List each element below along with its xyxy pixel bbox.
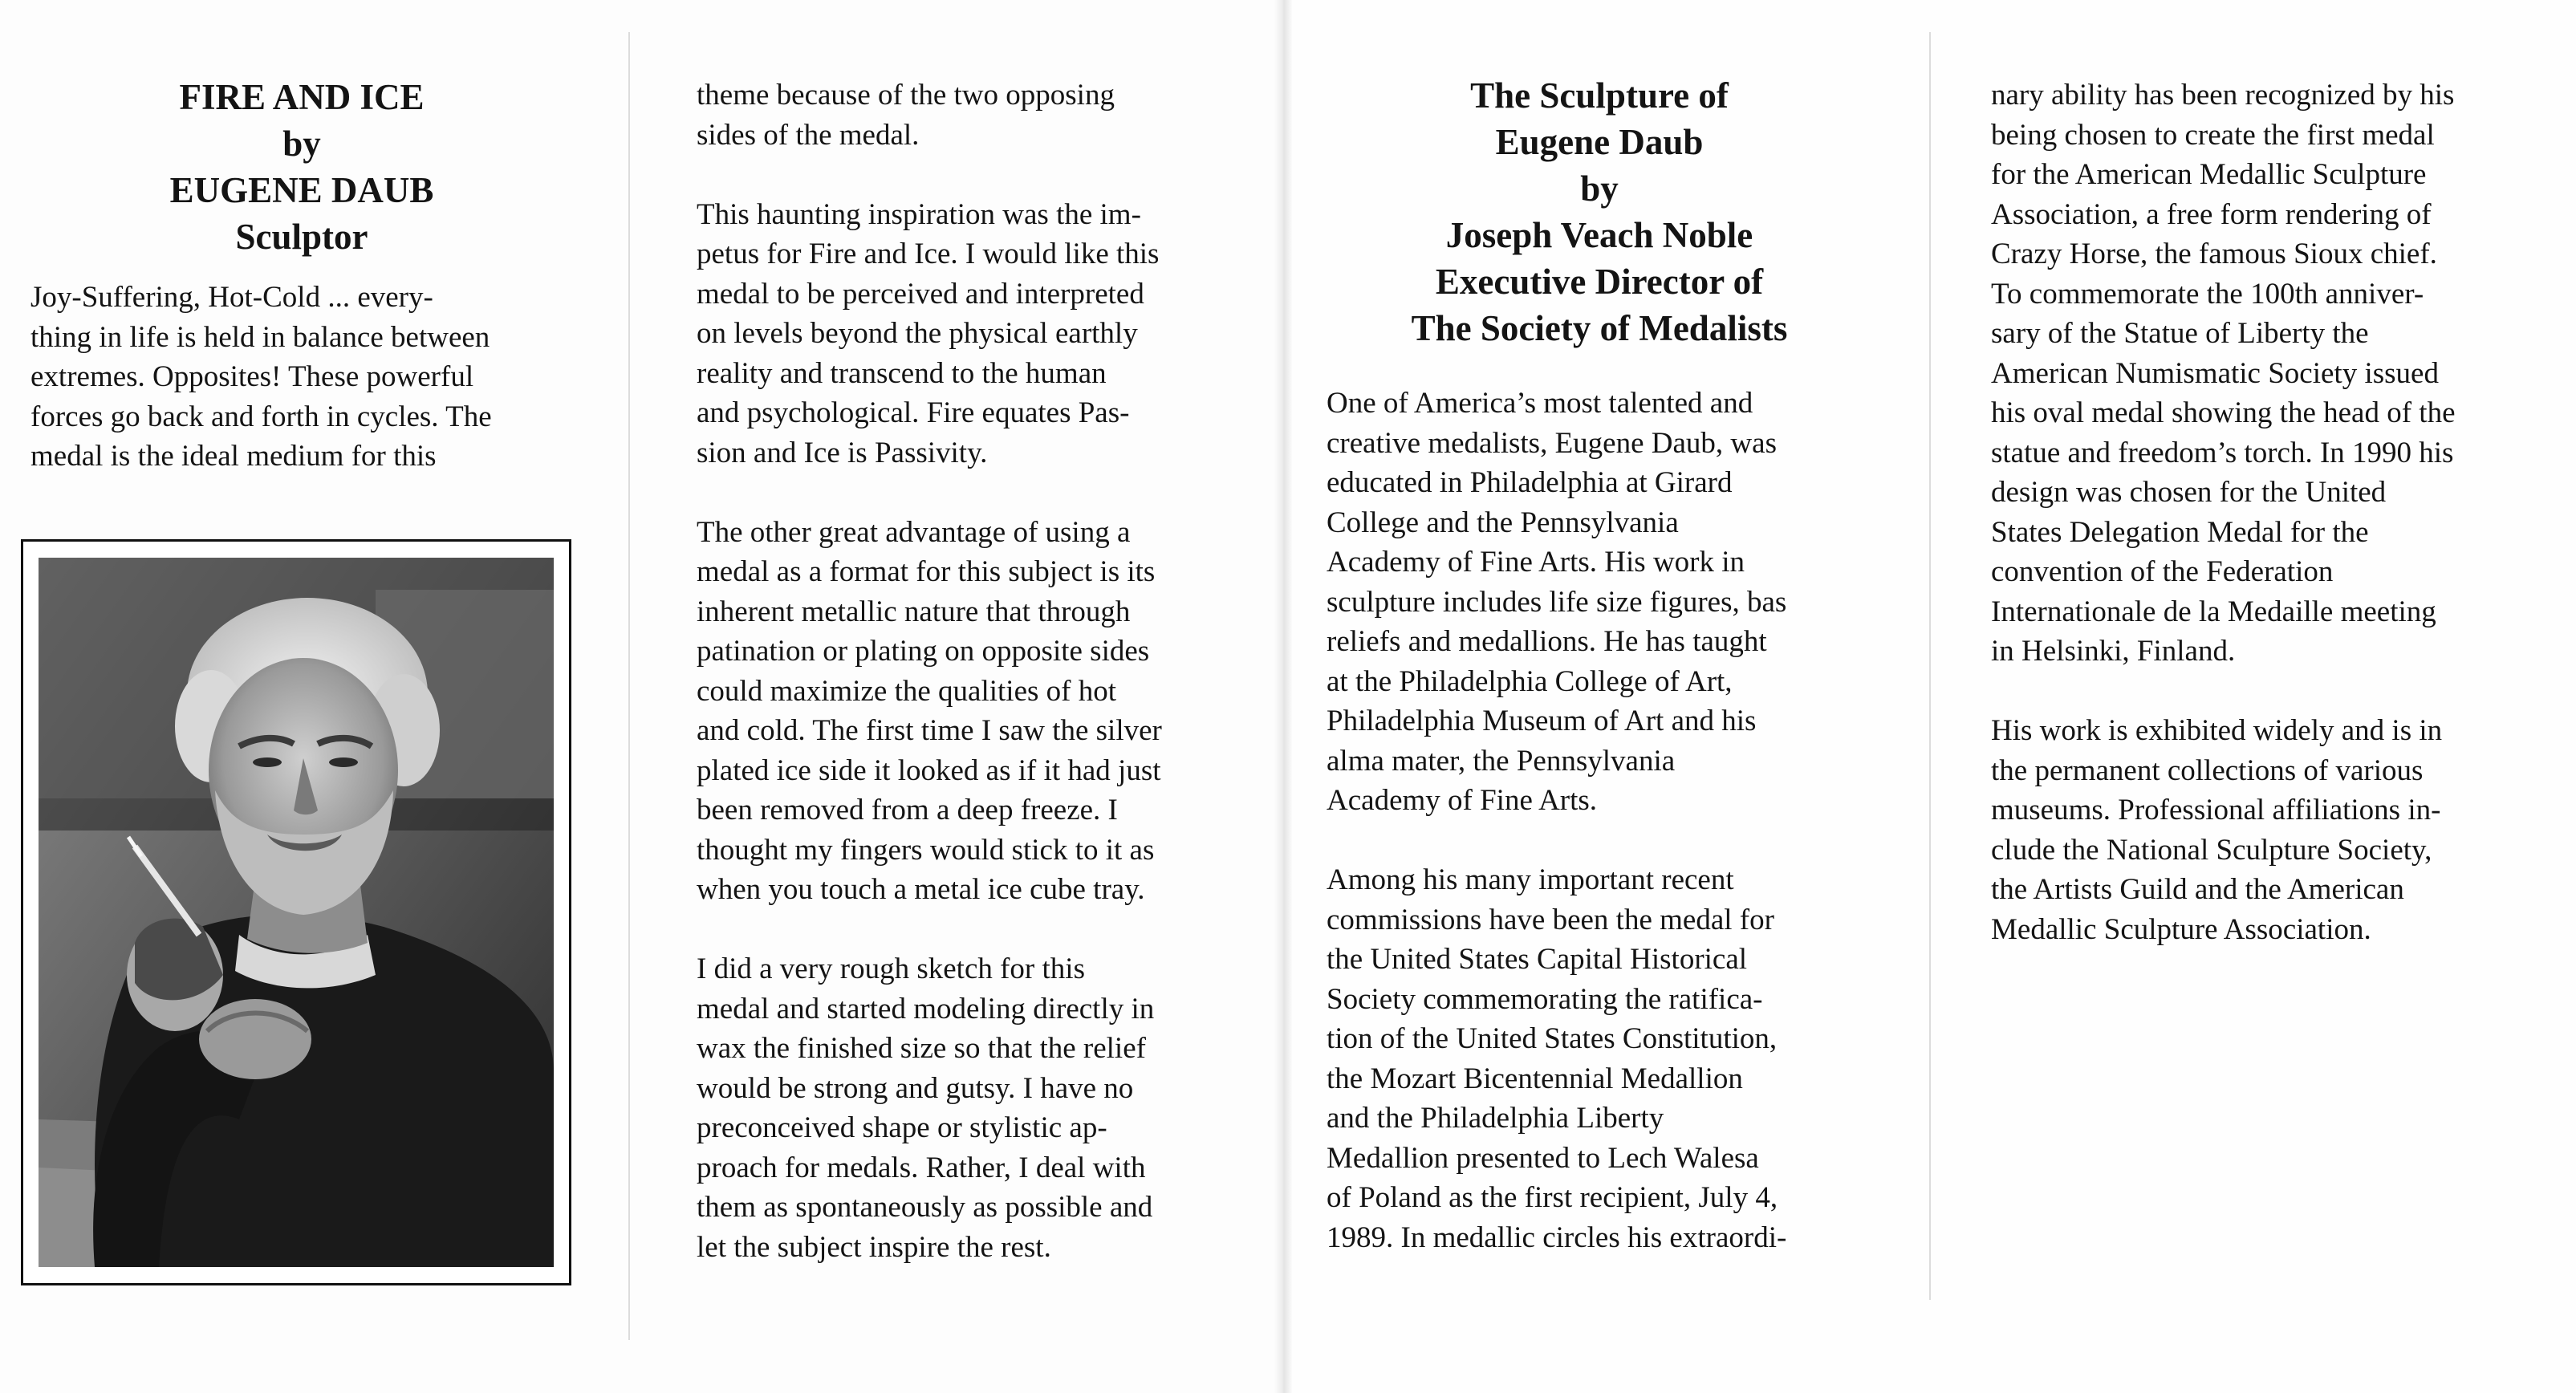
text-line: wax the finished size so that the relief (697, 1032, 1146, 1065)
text-line: and psychological. Fire equates Pas- (697, 396, 1130, 429)
text-line: Internationale de la Medaille meeting (1991, 595, 2436, 628)
text-line: been removed from a deep freeze. I (697, 794, 1118, 826)
paragraph (1327, 860, 1872, 1257)
fold-line (628, 32, 630, 1340)
sculptor-photo-illustration (39, 558, 554, 1267)
text-line: could maximize the qualities of hot (697, 674, 1117, 708)
title-line: The Society of Medalists (1411, 308, 1788, 348)
text-line: medal as a format for this subject is its (697, 555, 1156, 588)
paragraph-gap (697, 155, 1236, 195)
text-line: on levels beyond the physical earthly (697, 317, 1138, 350)
fire-and-ice-title (30, 74, 573, 260)
text-line: inherent metallic nature that through (697, 595, 1131, 628)
title-line: Joseph Veach Noble (1445, 215, 1753, 255)
text-line: To commemorate the 100th anniver- (1991, 277, 2424, 311)
paragraph-gap (1991, 672, 2532, 712)
text-line: tion of the United States Constitution, (1327, 1022, 1778, 1055)
text-line: sides of the medal. (697, 118, 920, 152)
text-line: medal to be perceived and interpreted (697, 277, 1144, 311)
show-through (2070, 1003, 2083, 1062)
text-line: them as spontaneously as possible and (697, 1191, 1153, 1224)
text-line: for the American Medallic Sculpture (1991, 158, 2427, 191)
text-line: petus for Fire and Ice. I would like this (697, 238, 1160, 270)
text-line: Academy of Fine Arts. His work in (1327, 546, 1745, 579)
text-line: design was chosen for the United (1991, 476, 2387, 509)
text-line: forces go back and forth in cycles. The (30, 400, 492, 433)
text-line: The other great advantage of using a (697, 515, 1131, 549)
text-line: Among his many important recent (1327, 863, 1734, 896)
text-line: plated ice side it looked as if it had just (697, 753, 1161, 787)
text-line: thought my fingers would stick to it as (697, 833, 1155, 867)
text-line: medal is the ideal medium for this (30, 440, 437, 473)
right-panel (1991, 75, 2532, 949)
text-line: preconceived shape or stylistic ap- (697, 1111, 1107, 1144)
text-line: medal and started modeling directly in (697, 992, 1155, 1025)
text-line: sion and Ice is Passivity. (697, 436, 988, 469)
text-line: sary of the Statue of Liberty the (1991, 317, 2369, 350)
text-line: let the subject inspire the rest. (697, 1230, 1051, 1264)
sculptor-photo (39, 558, 554, 1267)
paragraph-gap (697, 473, 1236, 513)
text-line: extremes. Opposites! These powerful (30, 360, 474, 393)
text-line: of Poland as the first recipient, July 4, (1327, 1181, 1778, 1214)
text-line: 1989. In medallic circles his extraordi- (1327, 1220, 1787, 1254)
text-line: patination or plating on opposite sides (697, 635, 1150, 668)
text-line: commissions have been the medal for (1327, 903, 1774, 936)
title-line: EUGENE DAUB (169, 170, 434, 210)
title-line: by (282, 124, 321, 164)
text-line: the Mozart Bicentennial Medallion (1327, 1062, 1743, 1095)
text-line: the United States Capital Historical (1327, 943, 1748, 976)
paragraph (1991, 711, 2532, 949)
text-line: being chosen to create the first medal (1991, 118, 2435, 152)
paragraph-gap (1327, 821, 1872, 861)
text-line: College and the Pennsylvania (1327, 506, 1679, 539)
middle-left-panel (697, 75, 1236, 1267)
text-line: in Helsinki, Finland. (1991, 635, 2236, 668)
text-line: his oval medal showing the head of the (1991, 396, 2456, 429)
text-line: reliefs and medallions. He has taught (1327, 625, 1767, 658)
text-line: Medallic Sculpture Association. (1991, 912, 2371, 946)
text-line: nary ability has been recognized by his (1991, 79, 2455, 112)
text-line: museums. Professional affiliations in- (1991, 794, 2441, 826)
text-line: Joy-Suffering, Hot-Cold ... every- (30, 281, 433, 314)
fold-line (1929, 32, 1931, 1300)
text-line: Medallion presented to Lech Walesa (1327, 1141, 1759, 1175)
text-line: American Numismatic Society issued (1991, 356, 2439, 390)
text-line: thing in life is held in balance between (30, 320, 490, 354)
paragraph (697, 195, 1236, 473)
text-line: the permanent collections of various (1991, 753, 2424, 787)
text-line: and the Philadelphia Liberty (1327, 1102, 1664, 1135)
paragraph (1327, 384, 1872, 821)
left-panel (30, 74, 573, 477)
sculpture-of-eugene-daub-title (1327, 72, 1872, 351)
middle-right-panel (1327, 72, 1872, 1257)
text-line: Crazy Horse, the famous Sioux chief. (1991, 238, 2437, 270)
text-line: His work is exhibited widely and is in (1991, 714, 2443, 747)
paragraph-gap (697, 910, 1236, 950)
title-line: FIRE AND ICE (179, 77, 425, 117)
text-line: theme because of the two opposing (697, 79, 1115, 112)
paragraph (1991, 75, 2532, 672)
text-line: proach for medals. Rather, I deal with (697, 1151, 1146, 1184)
text-line: Society commemorating the ratifica- (1327, 982, 1763, 1016)
text-line: One of America’s most talented and (1327, 387, 1753, 420)
text-line: at the Philadelphia College of Art, (1327, 664, 1733, 698)
text-line: sculpture includes life size figures, bas (1327, 585, 1787, 619)
title-line: Sculptor (235, 217, 368, 257)
text-line: Association, a free form rendering of (1991, 197, 2432, 231)
paragraph (697, 949, 1236, 1267)
title-line: Eugene Daub (1495, 122, 1704, 162)
title-line: Executive Director of (1435, 262, 1764, 302)
text-line: I did a very rough sketch for this (697, 952, 1085, 985)
title-line: The Sculpture of (1470, 75, 1729, 116)
photo-frame (21, 539, 571, 1285)
text-line: States Delegation Medal for the (1991, 515, 2369, 549)
text-line: would be strong and gutsy. I have no (697, 1071, 1134, 1105)
text-line: clude the National Sculpture Society, (1991, 833, 2432, 867)
text-line: Philadelphia Museum of Art and his (1327, 705, 1757, 737)
intro-paragraph (30, 278, 573, 477)
text-line: alma mater, the Pennsylvania (1327, 744, 1676, 778)
paragraph (697, 75, 1236, 155)
text-line: statue and freedom’s torch. In 1990 his (1991, 436, 2454, 469)
text-line: Academy of Fine Arts. (1327, 784, 1598, 817)
center-gutter (1274, 0, 1292, 1393)
text-line: convention of the Federation (1991, 555, 2334, 588)
text-line: This haunting inspiration was the im- (697, 197, 1141, 231)
text-line: educated in Philadelphia at Girard (1327, 466, 1733, 499)
paragraph (697, 513, 1236, 910)
text-line: creative medalists, Eugene Daub, was (1327, 426, 1777, 460)
title-line: by (1580, 169, 1619, 209)
text-line: when you touch a metal ice cube tray. (697, 873, 1145, 906)
text-line: reality and transcend to the human (697, 356, 1107, 390)
text-line: and cold. The first time I saw the silver (697, 714, 1162, 747)
text-line: the Artists Guild and the American (1991, 873, 2404, 906)
